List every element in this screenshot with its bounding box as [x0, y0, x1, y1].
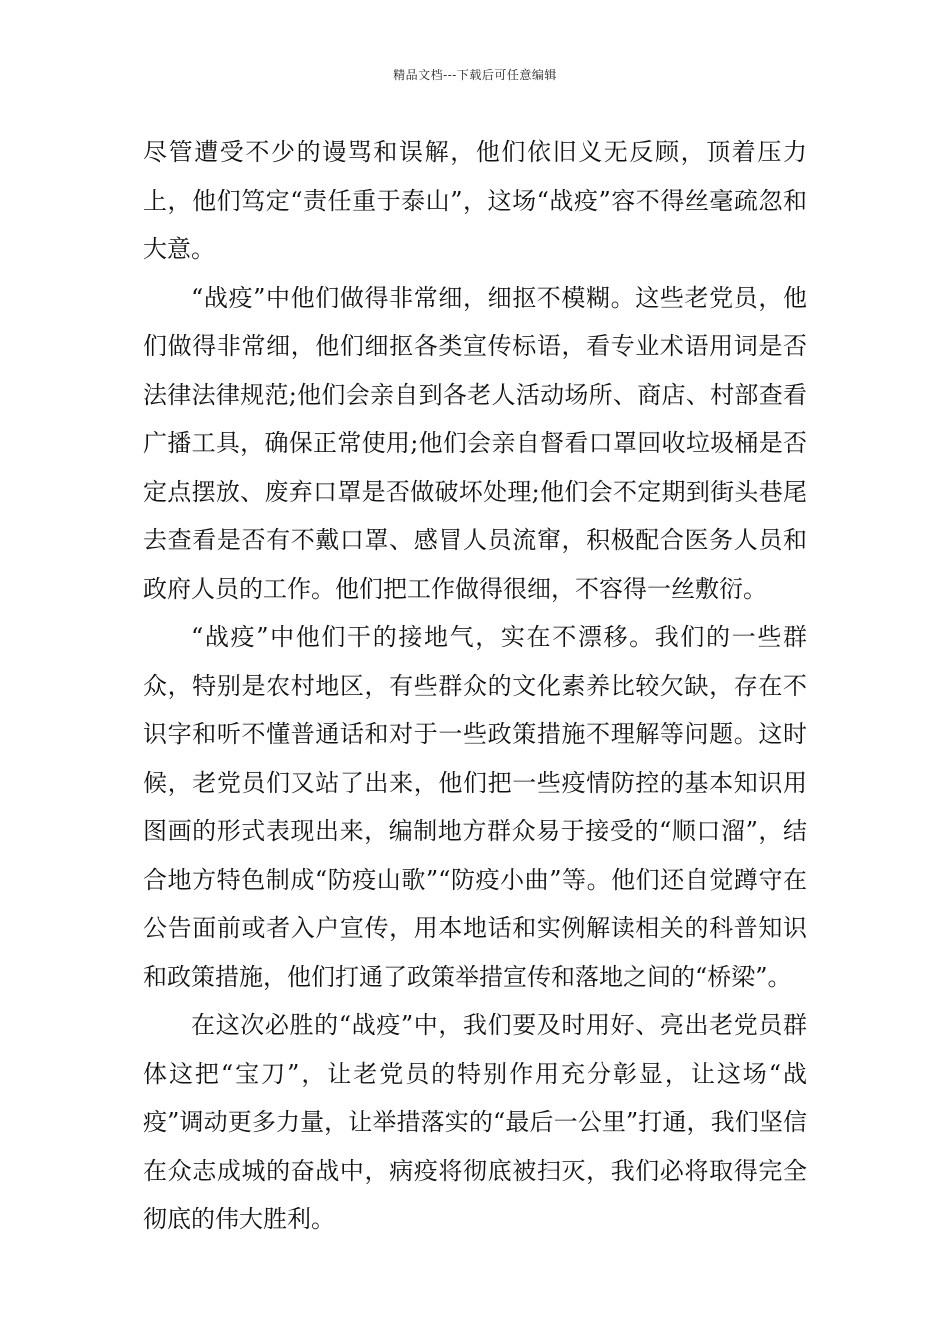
paragraph-3: “战疫”中他们干的接地气，实在不漂移。我们的一些群众，特别是农村地区，有些群众的文化素养比较欠缺，存在不识字和听不懂普通话和对于一些政策措施不理解等问题。这时候，老党员们又站了出来，他们把一些疫情防控的基本知识用图画的形式表现出来，编制地方群众易于接受的“顺口溜”，结合地方特色制成“防疫山歌”“防疫小曲”等。他们还自觉蹲守在公告面前或者入户宣传，用本地话和实例解读相关的科普知识和政策措施，他们打通了政策举措宣传和落地之间的“桥梁”。: [143, 623, 807, 991]
paragraph-2: “战疫”中他们做得非常细，细抠不模糊。这些老党员，他们做得非常细，他们细抠各类宣传标语，看专业术语用词是否法律法律规范;他们会亲自到各老人活动场所、商店、村部查看广播工具，确保正常使用;他们会亲自督看口罩回收垃圾桶是否定点摆放、废弃口罩是否做破坏处理;他们会不定期到街头巷尾去查看是否有不戴口罩、感冒人员流窜，积极配合医务人员和政府人员的工作。他们把工作做得很细，不容得一丝敷衍。: [143, 283, 807, 603]
paragraph-1: 尽管遭受不少的谩骂和误解，他们依旧义无反顾，顶着压力上，他们笃定“责任重于泰山”，这场“战疫”容不得丝毫疏忽和大意。: [143, 138, 807, 263]
paragraph-4: 在这次必胜的“战疫”中，我们要及时用好、亮出老党员群体这把“宝刀”，让老党员的特别作用充分彰显，让这场“战疫”调动更多力量，让举措落实的“最后一公里”打通，我们坚信在众志成城的奋战中，病疫将彻底被扫灭，我们必将取得完全彻底的伟大胜利。: [143, 1011, 807, 1233]
document-body: [143, 128, 807, 1244]
page-header: 精品文档---下载后可任意编辑: [393, 68, 557, 82]
